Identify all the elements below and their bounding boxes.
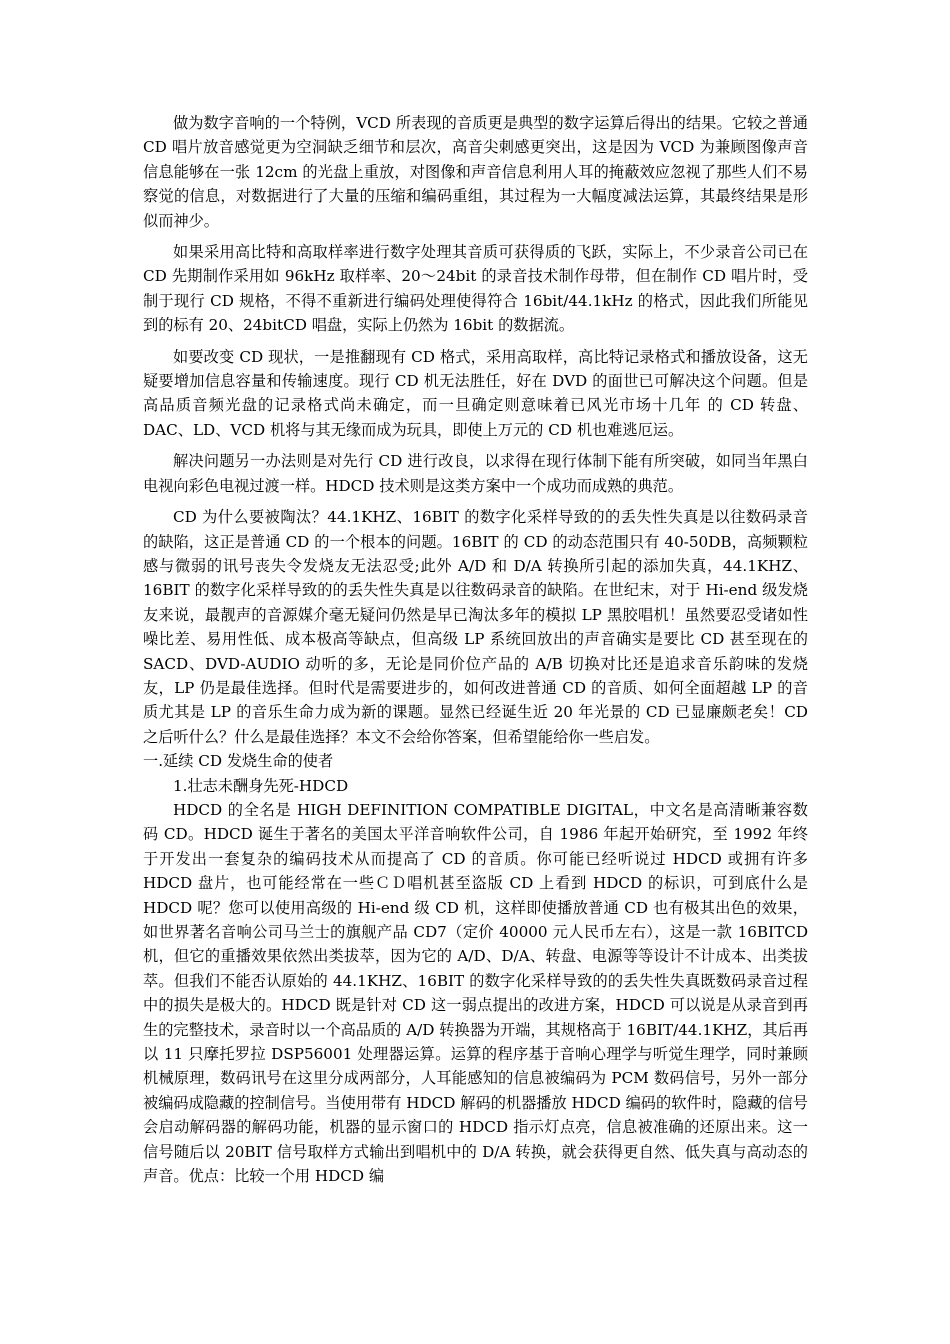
- paragraph-improve-cd: 解决问题另一办法则是对先行 CD 进行改良，以求得在现行体制下能有所突破，如同当年黑白电视向彩色电视过渡一样。HDCD 技术则是这类方案中一个成功而成熟的典范。: [143, 452, 808, 495]
- document-page: [143, 111, 808, 1188]
- paragraph-high-bit-sampling: 如果采用高比特和高取样率进行数字处理其音质可获得质的飞跃，实际上，不少录音公司已在 CD 先期制作采用如 96kHz 取样率、20～24bit 的录音技术制作母带，但在制作 CD 唱片时，受制于现行 CD 规格，不得不重新进行编码处理使得符合 16bit/44.1kHz 的格式，因此我们所能见到的标有 20、24bitCD 唱盘，实际上仍然为 16bit 的数据流。: [143, 243, 808, 335]
- paragraph-why-cd-obsolete: CD 为什么要被陶汰？44.1KHZ、16BIT 的数字化采样导致的的丢失性失真是以往数码录音的缺陷，这正是普通 CD 的一个根本的问题。16BIT 的 CD 的动态范围只有 40-50DB，高频颗粒感与微弱的讯号丧失令发烧友无法忍受;此外 A/D 和 D/A 转换所引起的添加失真，44.1KHZ、16BIT 的数字化采样导致的的丢失性失真是以往数码录音的缺陷。在世纪末，对于 Hi-end 级发烧友来说，最靓声的音源媒介毫无疑问仍然是早已淘汰多年的模拟 LP 黑胶唱机！虽然要忍受诸如性噪比差、易用性低、成本极高等缺点，但高级 LP 系统回放出的声音确实是要比 CD 甚至现在的 SACD、DVD-AUDIO 动听的多，无论是同价位产品的 A/B 切换对比还是追求音乐韵味的发烧友，LP 仍是最佳选择。但时代是需要进步的，如何改进普通 CD 的音质、如何全面超越 LP 的音质尤其是 LP 的音乐生命力成为新的课题。显然已经诞生近 20 年光景的 CD 已显廉颇老矣！CD 之后听什么？什么是最佳选择？本文不会给你答案，但希望能给你一些启发。: [143, 508, 808, 746]
- paragraph-change-cd-status: 如要改变 CD 现状，一是推翻现有 CD 格式，采用高取样，高比特记录格式和播放设备，这无疑要增加信息容量和传输速度。现行 CD 机无法胜任，好在 DVD 的面世已可解决这个问题。但是高品质音频光盘的记录格式尚未确定，而一旦确定则意味着已风光市场十几年 的 CD 转盘、DAC、LD、VCD 机将与其无缘而成为玩具，即使上万元的 CD 机也难逃厄运。: [143, 347, 808, 439]
- subsection-heading: 1.壮志未酬身先死-HDCD: [173, 776, 349, 795]
- section-heading: 一.延续 CD 发烧生命的使者: [143, 752, 334, 771]
- paragraph-vcd-sound: 做为数字音响的一个特例，VCD 所表现的音质更是典型的数字运算后得出的结果。它较之普通 CD 唱片放音感觉更为空洞缺乏细节和层次，高音尖刺感更突出，这是因为 VCD 为兼顾图像声音信息能够在一张 12cm 的光盘上重放，对图像和声音信息利用人耳的掩蔽效应忽视了那些人们不易察觉的信息，对数据进行了大量的压缩和编码重组，其过程为一大幅度减法运算，其最终结果是形似而神少。: [143, 114, 808, 230]
- paragraph-hdcd-description: HDCD 的全名是 HIGH DEFINITION COMPATIBLE DIGITAL，中文名是高清晰兼容数码 CD。HDCD 诞生于著名的美国太平洋音响软件公司，自 1986 年起开始研究，至 1992 年终于开发出一套复杂的编码技术从而提高了 CD 的音质。你可能已经听说过 HDCD 或拥有许多 HDCD 盘片，也可能经常在一些ＣＤ唱机甚至盗版 CD 上看到 HDCD 的标识，可到底什么是 HDCD 呢？您可以使用高级的 Hi-end 级 CD 机，这样即使播放普通 CD 也有极其出色的效果，如世界著名音响公司马兰士的旗舰产品 CD7（定价 40000 元人民币左右），这是一款 16BITCD 机，但它的重播效果依然出类拔萃，因为它的 A/D、D/A、转盘、电源等等设计不计成本、出类拔萃。但我们不能否认原始的 44.1KHZ、16BIT 的数字化采样导致的的丢失性失真既数码录音过程中的损失是极大的。HDCD 既是针对 CD 这一弱点提出的改进方案，HDCD 可以说是从录音到再生的完整技术，录音时以一个高品质的 A/D 转换器为开端，其规格高于 16BIT/44.1KHZ，其后再以 11 只摩托罗拉 DSP56001 处理器运算。运算的程序基于音响心理学与听觉生理学，同时兼顾机械原理，数码讯号在这里分成两部分，人耳能感知的信息被编码为 PCM 数码信号，另外一部分被编码成隐藏的控制信号。当使用带有 HDCD 解码的机器播放 HDCD 编码的软件时，隐藏的信号会启动解码器的解码功能，机器的显示窗口的 HDCD 指示灯点亮，信息被准确的还原出来。这一信号随后以 20BIT 信号取样方式输出到唱机中的 D/A 转换，就会获得更自然、低失真与高动态的声音。优点：比较一个用 HDCD 编: [143, 800, 808, 1186]
